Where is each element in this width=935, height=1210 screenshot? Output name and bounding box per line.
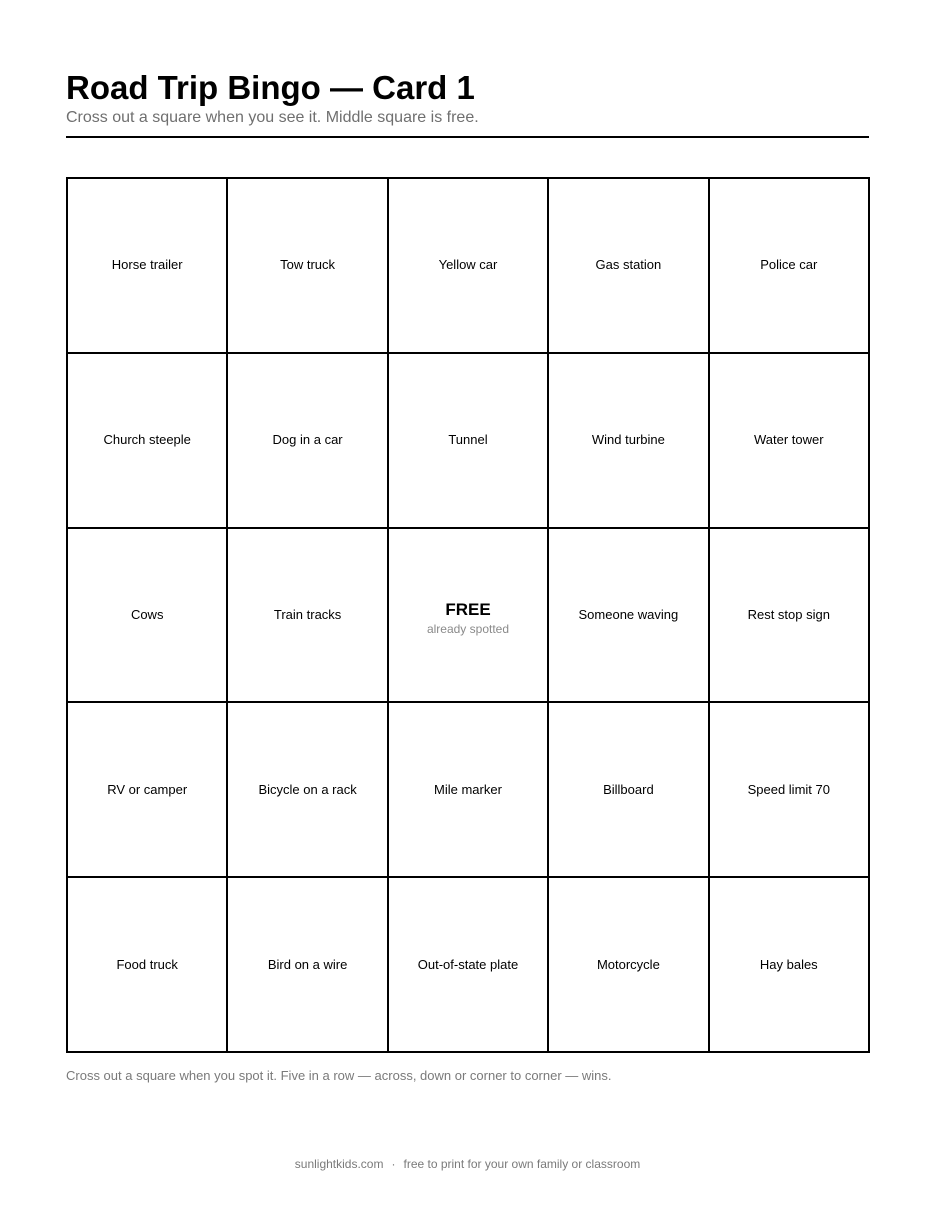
bingo-square[interactable]: Out-of-state plate xyxy=(389,878,549,1053)
free-note: already spotted xyxy=(426,621,510,636)
title-divider xyxy=(66,136,869,138)
bingo-square[interactable]: Food truck xyxy=(68,878,228,1053)
bingo-square[interactable]: Bird on a wire xyxy=(228,878,388,1053)
bingo-square[interactable]: Church steeple xyxy=(68,354,228,529)
bingo-square[interactable]: Billboard xyxy=(549,703,709,878)
bingo-square[interactable]: Hay bales xyxy=(710,878,870,1053)
bingo-square[interactable]: Tow truck xyxy=(228,179,388,354)
bingo-square[interactable]: RV or camper xyxy=(68,703,228,878)
bingo-square[interactable]: Tunnel xyxy=(389,354,549,529)
footer-site-link[interactable]: sunlightkids.com xyxy=(294,1157,384,1171)
bingo-square[interactable]: Water tower xyxy=(710,354,870,529)
free-label: FREE xyxy=(445,599,491,619)
footer-separator: · xyxy=(391,1157,396,1171)
bingo-square[interactable]: Rest stop sign xyxy=(710,529,870,704)
bingo-square[interactable]: Cows xyxy=(68,529,228,704)
bingo-square[interactable]: Someone waving xyxy=(549,529,709,704)
footer-note: free to print for your own family or classroom xyxy=(403,1157,641,1171)
bingo-square[interactable]: Yellow car xyxy=(389,179,549,354)
bingo-square[interactable]: Dog in a car xyxy=(228,354,388,529)
bingo-square[interactable]: Horse trailer xyxy=(68,179,228,354)
page-subtitle: Cross out a square when you see it. Middle square is free. xyxy=(66,109,479,126)
bingo-square[interactable]: Train tracks xyxy=(228,529,388,704)
bingo-grid xyxy=(66,177,870,1053)
bingo-square[interactable]: Bicycle on a rack xyxy=(228,703,388,878)
free-square xyxy=(389,529,549,704)
bingo-square[interactable]: Mile marker xyxy=(389,703,549,878)
footer xyxy=(0,1157,935,1171)
bingo-square[interactable]: Gas station xyxy=(549,179,709,354)
bingo-square[interactable]: Speed limit 70 xyxy=(710,703,870,878)
page-title: Road Trip Bingo — Card 1 xyxy=(66,69,475,106)
bingo-square[interactable]: Police car xyxy=(710,179,870,354)
instructions-text: Cross out a square when you spot it. Five in a row — across, down or corner to corner — wins. xyxy=(66,1068,612,1083)
bingo-square[interactable]: Motorcycle xyxy=(549,878,709,1053)
bingo-square[interactable]: Wind turbine xyxy=(549,354,709,529)
